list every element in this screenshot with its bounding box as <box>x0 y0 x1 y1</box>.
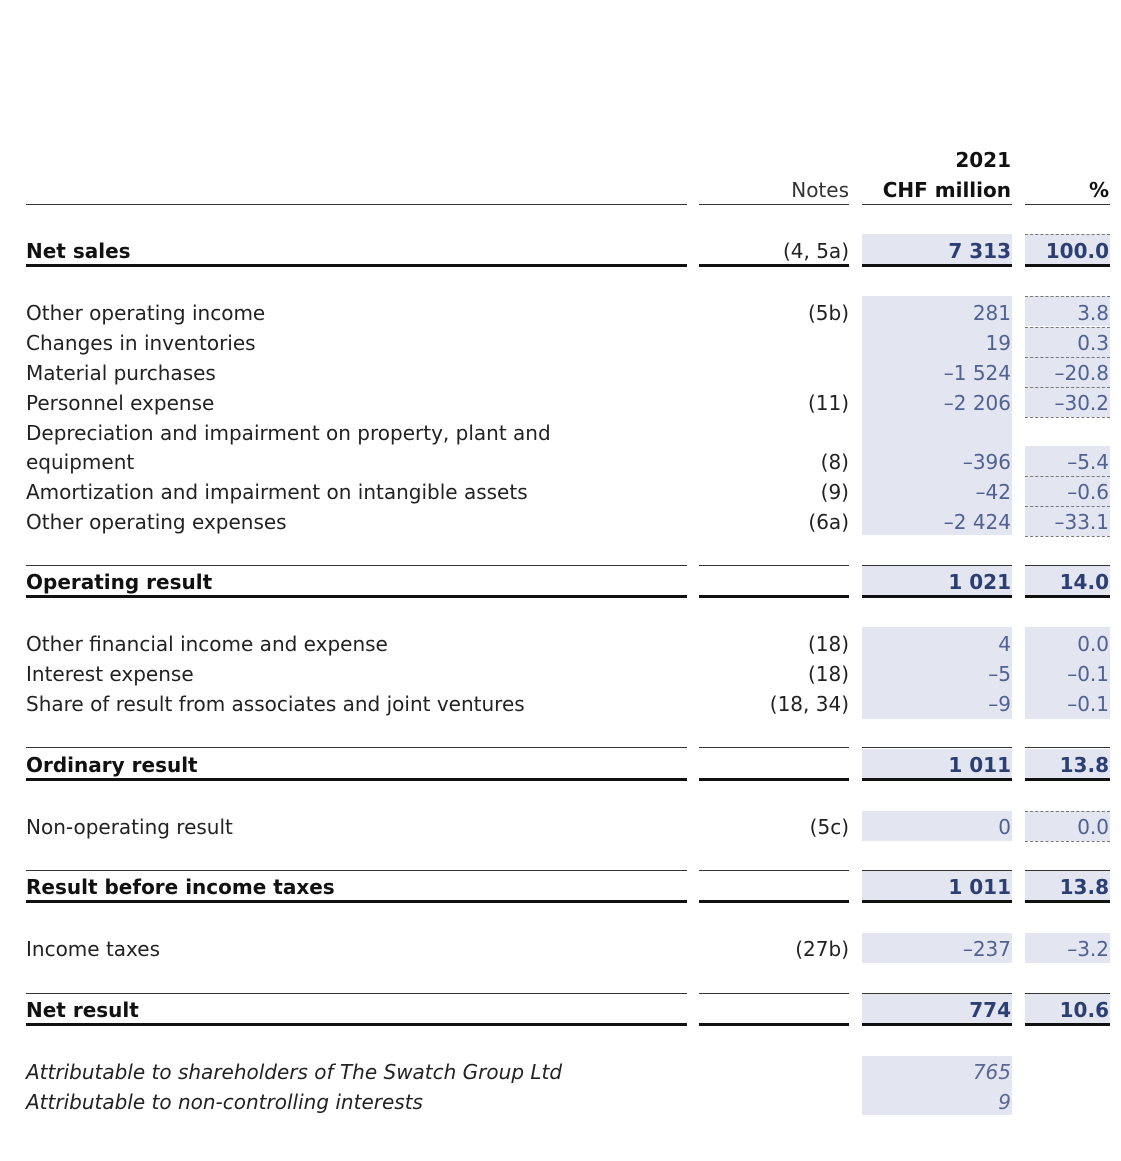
list-item-pct: –30.2 <box>1054 391 1109 415</box>
header-pct: % <box>1088 178 1109 202</box>
net-result-pct: 10.6 <box>1059 998 1109 1022</box>
rule-top <box>699 565 849 566</box>
rule-top <box>699 870 849 871</box>
list-item-pct: –0.1 <box>1067 692 1109 716</box>
header-rule <box>699 204 849 205</box>
list-item-label: Other financial income and expense <box>26 632 388 656</box>
rule-bottom <box>699 778 849 781</box>
rule-top <box>26 870 687 871</box>
header-rule <box>26 204 687 205</box>
non-operating-pct: 0.0 <box>1077 815 1109 839</box>
net-sales-note: (4, 5a) <box>782 239 849 263</box>
dash-line <box>1025 417 1110 418</box>
header-year: 2021 <box>955 148 1011 172</box>
rule-bottom <box>26 778 687 781</box>
operating-result-label: Operating result <box>26 570 213 594</box>
list-item-value: 4 <box>998 632 1011 656</box>
dash-line <box>1025 387 1110 388</box>
list-item-label: Changes in inventories <box>26 331 256 355</box>
dash-line <box>1025 811 1110 812</box>
list-item-value: –396 <box>962 450 1011 474</box>
header-notes: Notes <box>791 178 849 202</box>
list-item-note: (8) <box>820 450 849 474</box>
rule-top <box>862 870 1012 871</box>
list-item-pct: 0.0 <box>1077 632 1109 656</box>
list-item-value: 19 <box>985 331 1011 355</box>
net-sales-pct: 100.0 <box>1045 239 1109 263</box>
list-item-label: Attributable to shareholders of The Swatch Group Ltd <box>26 1060 563 1084</box>
list-item-label: Other operating expenses <box>26 510 287 534</box>
non-operating-note: (5c) <box>809 815 849 839</box>
dash-line <box>1025 357 1110 358</box>
list-item-pct: –0.1 <box>1067 662 1109 686</box>
list-item-note: (6a) <box>808 510 849 534</box>
rule-top <box>26 993 687 994</box>
list-item-pct: –0.6 <box>1067 480 1109 504</box>
rule-bottom <box>1025 595 1110 598</box>
list-item-note: (18, 34) <box>769 692 849 716</box>
operating-result-value: 1 021 <box>948 570 1011 594</box>
list-item-value: –1 524 <box>943 361 1011 385</box>
header-rule <box>862 204 1012 205</box>
non-operating-value: 0 <box>998 815 1011 839</box>
result-before-taxes-value: 1 011 <box>948 875 1011 899</box>
rule-top <box>1025 993 1110 994</box>
rule-net-sales <box>862 264 1012 267</box>
list-item-pct: –20.8 <box>1054 361 1109 385</box>
rule-bottom <box>26 1023 687 1026</box>
rule-bottom <box>26 595 687 598</box>
list-item-note: (18) <box>807 632 849 656</box>
list-item-note: (11) <box>807 391 849 415</box>
list-item-note: (5b) <box>807 301 849 325</box>
list-item-value: 9 <box>998 1090 1011 1114</box>
list-item-value: –42 <box>975 480 1011 504</box>
dash-line <box>1025 506 1110 507</box>
rule-bottom <box>1025 900 1110 903</box>
rule-top <box>1025 565 1110 566</box>
dash-line <box>1025 296 1110 297</box>
net-result-value: 774 <box>969 998 1011 1022</box>
non-operating-label: Non-operating result <box>26 815 233 839</box>
income-taxes-label: Income taxes <box>26 937 160 961</box>
rule-net-sales <box>699 264 849 267</box>
ordinary-result-pct: 13.8 <box>1059 753 1109 777</box>
header-unit: CHF million <box>882 178 1011 202</box>
list-item-label: equipment <box>26 450 135 474</box>
list-item-value: 281 <box>972 301 1011 325</box>
rule-bottom <box>862 778 1012 781</box>
result-before-taxes-pct: 13.8 <box>1059 875 1109 899</box>
rule-bottom <box>862 595 1012 598</box>
rule-bottom <box>862 900 1012 903</box>
dash-line <box>1025 536 1110 537</box>
result-before-taxes-label: Result before income taxes <box>26 875 335 899</box>
rule-bottom <box>862 1023 1012 1026</box>
list-item-label: Other operating income <box>26 301 266 325</box>
rule-top <box>699 993 849 994</box>
list-item-label: Material purchases <box>26 361 216 385</box>
list-item-label: Depreciation and impairment on property, plant and <box>26 421 551 445</box>
list-item-label: Attributable to non-controlling interests <box>26 1090 423 1114</box>
list-item-pct: 3.8 <box>1077 301 1109 325</box>
dash-line <box>1025 476 1110 477</box>
list-item-pct: –5.4 <box>1067 450 1109 474</box>
list-item-pct: 0.3 <box>1077 331 1109 355</box>
dash-line <box>1025 234 1110 235</box>
operating-result-pct: 14.0 <box>1059 570 1109 594</box>
list-item-note: (18) <box>807 662 849 686</box>
list-item-label: Interest expense <box>26 662 194 686</box>
rule-top <box>26 747 687 748</box>
list-item-label: Share of result from associates and joint ventures <box>26 692 525 716</box>
list-item-value: –2 424 <box>943 510 1011 534</box>
list-item-value: –5 <box>988 662 1011 686</box>
rule-top <box>1025 747 1110 748</box>
list-item-note: (9) <box>820 480 849 504</box>
list-item-value: –9 <box>988 692 1011 716</box>
value-shade-non-operating <box>862 811 1012 841</box>
header-rule <box>1025 204 1110 205</box>
income-taxes-value: –237 <box>962 937 1011 961</box>
list-item-pct: –33.1 <box>1054 510 1109 534</box>
rule-top <box>26 565 687 566</box>
net-result-label: Net result <box>26 998 139 1022</box>
ordinary-result-value: 1 011 <box>948 753 1011 777</box>
rule-bottom <box>699 900 849 903</box>
rule-bottom <box>699 1023 849 1026</box>
rule-top <box>862 565 1012 566</box>
list-item-value: –2 206 <box>943 391 1011 415</box>
rule-net-sales <box>1025 264 1110 267</box>
income-taxes-note: (27b) <box>795 937 849 961</box>
rule-bottom <box>1025 1023 1110 1026</box>
net-sales-value: 7 313 <box>948 239 1011 263</box>
income-taxes-pct: –3.2 <box>1067 937 1109 961</box>
net-sales-label: Net sales <box>26 239 131 263</box>
rule-top <box>699 747 849 748</box>
dash-line <box>1025 841 1110 842</box>
rule-top <box>862 747 1012 748</box>
rule-net-sales <box>26 264 687 267</box>
rule-bottom <box>1025 778 1110 781</box>
rule-top <box>862 993 1012 994</box>
dash-line <box>1025 327 1110 328</box>
rule-bottom <box>699 595 849 598</box>
ordinary-result-label: Ordinary result <box>26 753 198 777</box>
list-item-label: Personnel expense <box>26 391 215 415</box>
list-item-label: Amortization and impairment on intangible assets <box>26 480 528 504</box>
list-item-value: 765 <box>972 1060 1011 1084</box>
rule-bottom <box>26 900 687 903</box>
rule-top <box>1025 870 1110 871</box>
